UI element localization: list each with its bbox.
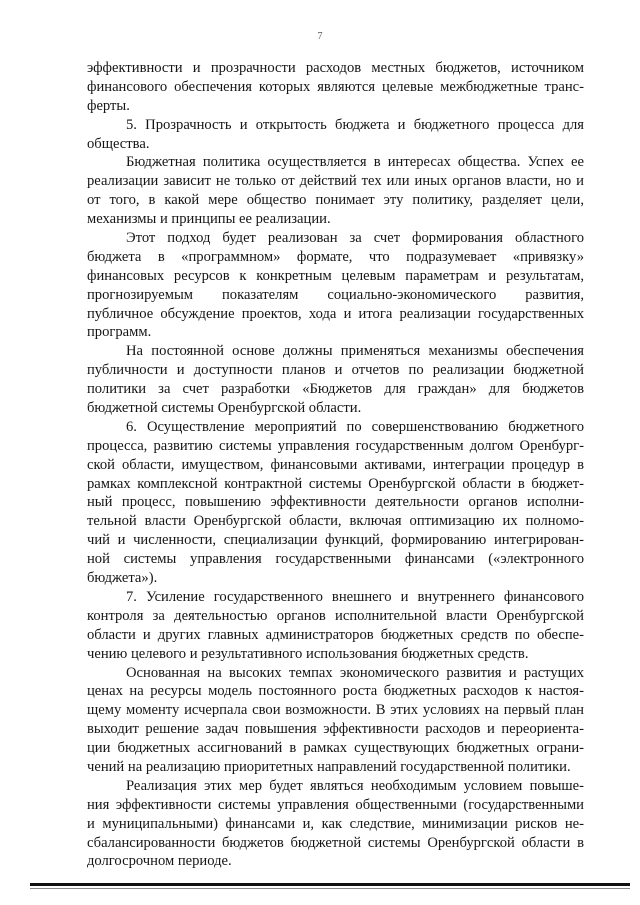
document-body [87,59,584,871]
text-line: ния эффективности системы управления общественными (государственными [87,796,584,813]
text-line: и муниципальными) финансами и, как следствие, минимизации рисков не- [87,815,584,832]
text-line: щему моменту исчерпала свои возможности. В этих условиях на первый план [87,702,584,719]
text-line: Бюджетная политика осуществляется в интересах общества. Успех ее [126,154,584,171]
text-line: политики за счет разработки «Бюджетов для граждан» для бюджетов [87,381,584,398]
text-line: ферты. [87,97,130,114]
text-line: рамках комплексной контрактной системы Оренбургской области в бюджет- [87,475,584,492]
text-line: чений на реализацию приоритетных направлений государственной политики. [87,758,571,775]
text-line: общества. [87,135,150,152]
text-line: Этот подход будет реализован за счет формирования областного [126,230,584,247]
text-line: долгосрочном периоде. [87,853,232,870]
text-line: финансового обеспечения которых являются целевые межбюджетные транс- [87,78,584,95]
text-line: бюджета»). [87,570,158,587]
paragraph [87,229,584,342]
text-line: тельной власти Оренбургской области, включая оптимизацию их полномо- [87,513,584,530]
text-line: реализации зависит не только от действий тех или иных органов власти, но и [87,173,584,190]
text-line: публичное обсуждение проектов, хода и итога реализации государственных [87,305,584,322]
text-line: ции бюджетных ассигнований в рамках существующих бюджетных ограни- [87,740,584,757]
paragraph [87,418,584,588]
text-line: процесса, развитию системы управления государственным долгом Оренбург- [87,437,584,454]
text-line: выходит решение задач повышения эффективности расходов и переориента- [87,721,584,738]
text-line: эффективности и прозрачности расходов местных бюджетов, источником [87,60,584,76]
paragraph [87,342,584,418]
text-line: программ. [87,324,152,341]
text-line: На постоянной основе должны применяться механизмы обеспечения [126,343,584,360]
text-line: ской области, имуществом, финансовыми активами, интеграции процедур в [87,456,584,473]
text-line: сбалансированности бюджетов бюджетной системы Оренбургской области в [87,834,584,851]
page-bottom-border [30,883,630,886]
text-line: чению целевого и результативного использования бюджетных средств. [87,645,529,662]
text-line: Реализация этих мер будет являться необходимым условием повыше- [126,777,584,794]
text-line: 6. Осуществление мероприятий по совершенствованию бюджетного [126,418,584,435]
text-line: чий и численности, специализации функций, формированию интегрирован- [87,532,584,549]
paragraph [87,588,584,664]
text-line: контроля за деятельностью органов исполнительной власти Оренбургской [87,607,584,624]
text-line: 7. Усиление государственного внешнего и внутреннего финансового [126,588,584,605]
text-line: 5. Прозрачность и открытость бюджета и бюджетного процесса для [126,116,584,133]
paragraph [87,153,584,229]
page-number: 7 [317,31,323,42]
text-line: бюджета в «программном» формате, что подразумевает «привязку» [87,248,584,265]
text-line: финансовых ресурсов к конкретным целевым параметрам и результатам, [87,267,584,284]
paragraph [87,664,584,777]
text-line: ный процесс, повышению эффективности деятельности органов исполни- [87,494,584,511]
text-line: бюджетной системы Оренбургской области. [87,400,362,417]
paragraph [87,777,584,871]
text-line: от того, в какой мере общество понимает эту политику, разделяет цели, [87,192,584,209]
paragraph [87,116,584,154]
text-line: публичности и доступности планов и отчетов по реализации бюджетной [87,362,584,379]
page-bottom-border-thin [30,888,630,889]
text-line: механизмы и принципы ее реализации. [87,211,331,228]
text-line: ной системы управления государственными финансами («электронного [87,551,584,568]
paragraph [87,59,584,116]
text-line: Основанная на высоких темпах экономического развития и растущих [126,664,584,681]
text-line: области и других главных администраторов бюджетных средств по обеспе- [87,626,584,643]
text-line: прогнозируемым показателям социально-экономического развития, [87,286,584,303]
text-line: ценах на ресурсы модель постоянного роста бюджетных расходов к настоя- [87,683,584,700]
